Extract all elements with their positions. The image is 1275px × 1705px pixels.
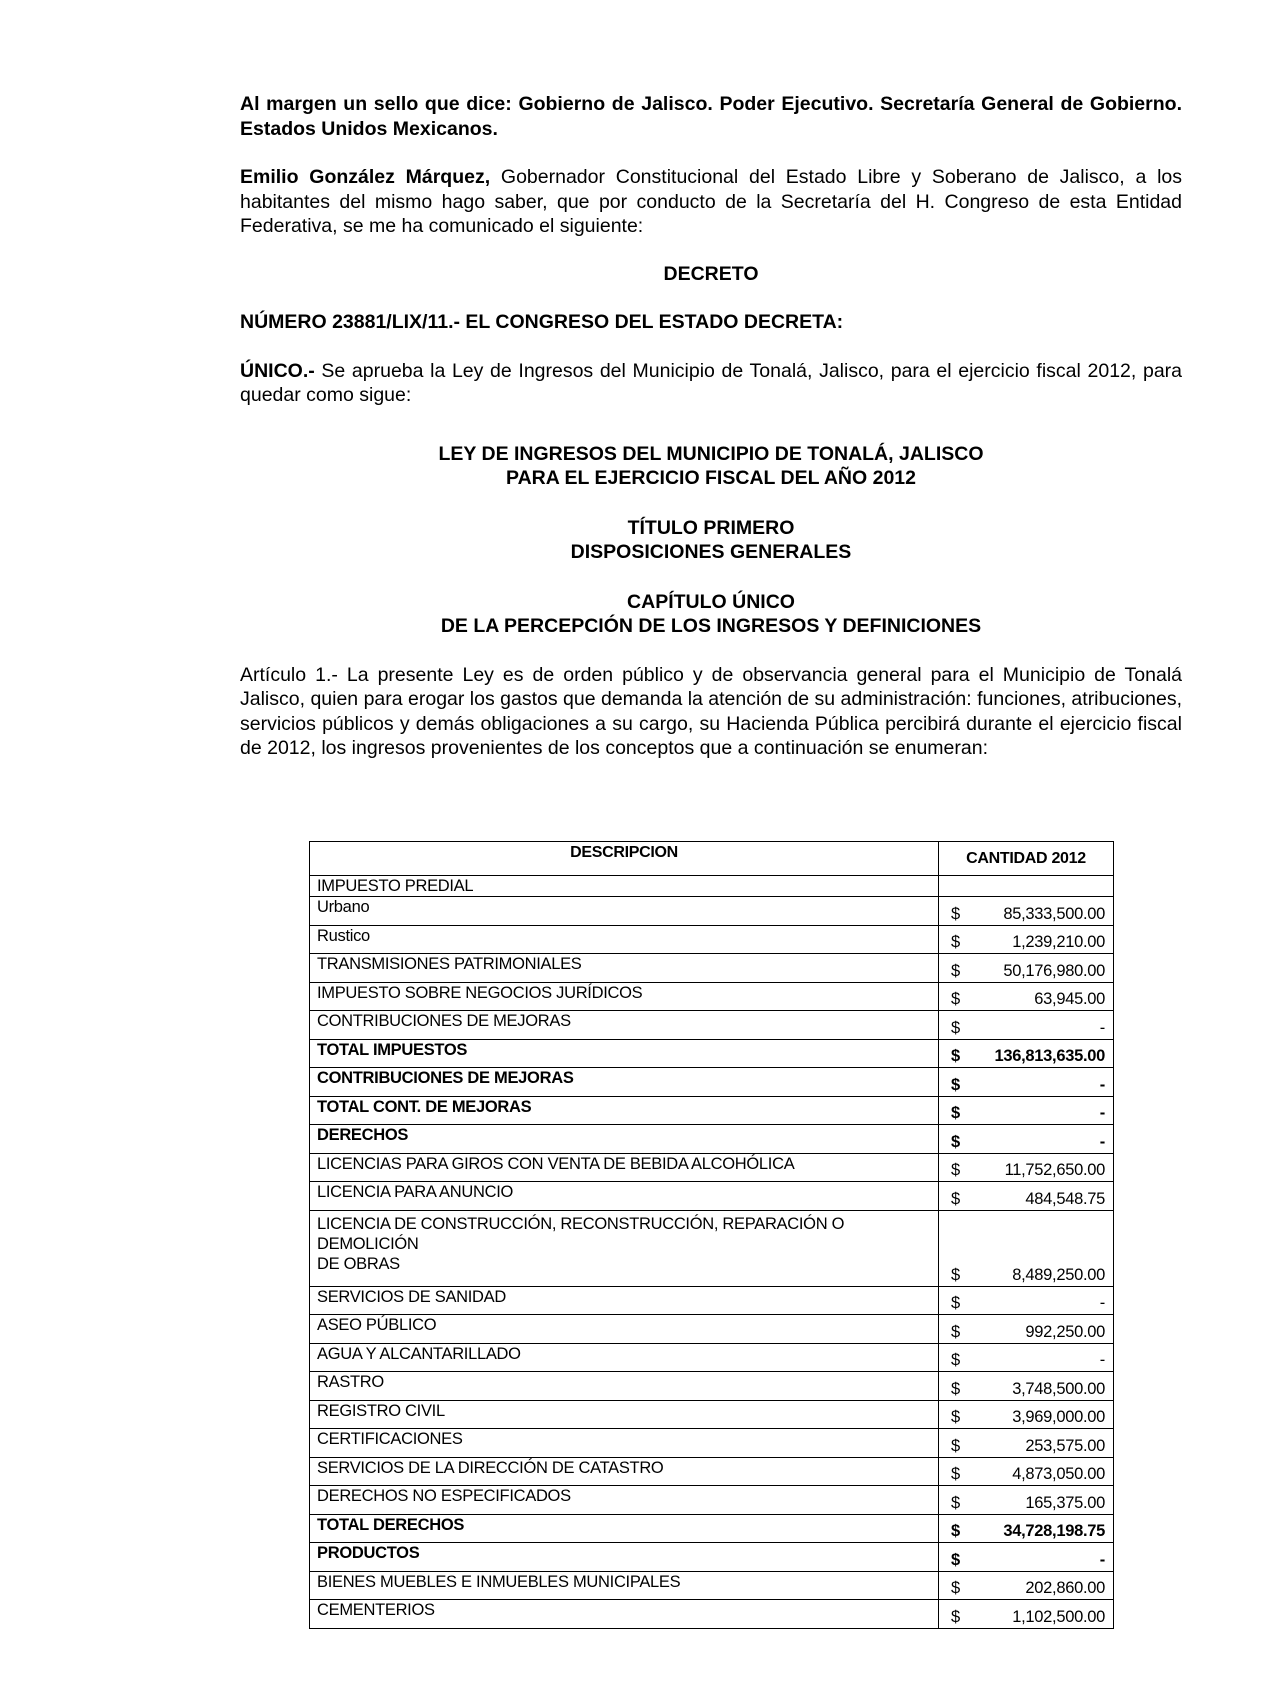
- row-amount: [939, 1315, 1114, 1344]
- row-amount: [939, 1182, 1114, 1211]
- currency-symbol: $: [951, 1408, 960, 1426]
- document-page: [240, 92, 1182, 761]
- row-description: AGUA Y ALCANTARILLADO: [310, 1343, 939, 1372]
- row-description: CERTIFICACIONES: [310, 1429, 939, 1458]
- amount-value: 4,873,050.00: [1012, 1465, 1105, 1483]
- row-description: [310, 1210, 939, 1286]
- row-description: CEMENTERIOS: [310, 1600, 939, 1629]
- currency-symbol: $: [951, 1322, 960, 1341]
- currency-symbol: $: [951, 990, 960, 1008]
- table-row: [310, 1457, 1114, 1486]
- decree-number: NÚMERO 23881/LIX/11.- EL CONGRESO DEL ESTADO DECRETA:: [240, 311, 844, 333]
- amount-value: -: [1099, 1550, 1105, 1569]
- chapter-line-2: DE LA PERCEPCIÓN DE LOS INGRESOS Y DEFINICIONES: [440, 615, 982, 637]
- currency-symbol: $: [951, 1075, 960, 1094]
- currency-symbol: $: [951, 1294, 960, 1312]
- row-description: LICENCIA PARA ANUNCIO: [310, 1182, 939, 1211]
- currency-symbol: $: [951, 933, 960, 951]
- table-row: [310, 1315, 1114, 1344]
- row-description: Urbano: [310, 897, 939, 926]
- row-description: CONTRIBUCIONES DE MEJORAS: [310, 1011, 939, 1040]
- row-description: Rustico: [310, 925, 939, 954]
- table-row: [310, 1486, 1114, 1515]
- row-amount: [939, 1125, 1114, 1154]
- row-description: SERVICIOS DE LA DIRECCIÓN DE CATASTRO: [310, 1457, 939, 1486]
- chapter-heading: [240, 590, 1182, 639]
- amount-value: 34,728,198.75: [1003, 1522, 1105, 1540]
- table-header-row: [310, 842, 1114, 876]
- row-amount: [939, 1011, 1114, 1040]
- row-amount: [939, 897, 1114, 926]
- law-title-line-2: PARA EL EJERCICIO FISCAL DEL AÑO 2012: [506, 467, 916, 489]
- currency-symbol: $: [951, 1047, 960, 1065]
- table-row: [310, 1514, 1114, 1543]
- table-row: [310, 1039, 1114, 1068]
- amount-value: 1,239,210.00: [1012, 933, 1105, 951]
- governor-paragraph: [240, 165, 1182, 239]
- row-description: BIENES MUEBLES E INMUEBLES MUNICIPALES: [310, 1571, 939, 1600]
- row-amount: [939, 954, 1114, 983]
- row-description-line: DEMOLICIÓN: [317, 1234, 419, 1253]
- row-amount: [939, 1571, 1114, 1600]
- currency-symbol: $: [951, 1161, 960, 1179]
- amount-value: -: [1099, 1018, 1105, 1037]
- currency-symbol: $: [951, 961, 960, 980]
- row-amount: [939, 1457, 1114, 1486]
- row-description: CONTRIBUCIONES DE MEJORAS: [310, 1068, 939, 1097]
- amount-value: 253,575.00: [1025, 1436, 1105, 1455]
- governor-text: Gobernador Constitucional del Estado Libre y Soberano de Jalisco, a los habitantes del mismo hago saber, que por conducto de la Secretaría del H. Congreso de esta Entidad Federativa, se me ha comunicado el siguiente:: [240, 166, 1182, 237]
- table-row: [310, 1343, 1114, 1372]
- income-table-wrap: [309, 841, 1114, 1629]
- currency-symbol: $: [951, 1465, 960, 1483]
- table-row: [310, 1429, 1114, 1458]
- title-line-2: DISPOSICIONES GENERALES: [570, 541, 852, 563]
- amount-value: 8,489,250.00: [1012, 1265, 1105, 1284]
- currency-symbol: $: [951, 1265, 960, 1284]
- amount-value: 1,102,500.00: [1012, 1607, 1105, 1626]
- row-description: REGISTRO CIVIL: [310, 1400, 939, 1429]
- currency-symbol: $: [951, 1379, 960, 1398]
- amount-value: -: [1099, 1075, 1105, 1094]
- table-row: [310, 1153, 1114, 1182]
- row-description: IMPUESTO PREDIAL: [310, 876, 939, 897]
- row-description: LICENCIAS PARA GIROS CON VENTA DE BEBIDA ALCOHÓLICA: [310, 1153, 939, 1182]
- table-row: [310, 1372, 1114, 1401]
- table-row: [310, 1125, 1114, 1154]
- row-amount: [939, 1486, 1114, 1515]
- row-amount: [939, 925, 1114, 954]
- currency-symbol: $: [951, 1579, 960, 1597]
- row-amount: [939, 1068, 1114, 1097]
- row-amount: [939, 1210, 1114, 1286]
- row-amount: [939, 1543, 1114, 1572]
- amount-value: 3,748,500.00: [1012, 1379, 1105, 1398]
- amount-value: 63,945.00: [1034, 990, 1105, 1008]
- table-row: [310, 1210, 1114, 1286]
- table-row: [310, 982, 1114, 1011]
- amount-value: -: [1099, 1104, 1105, 1122]
- title-line-1: TÍTULO PRIMERO: [627, 516, 795, 539]
- currency-symbol: $: [951, 1018, 960, 1037]
- chapter-line-1: CAPÍTULO ÚNICO: [627, 590, 795, 613]
- row-description-line: LICENCIA DE CONSTRUCCIÓN, RECONSTRUCCIÓN, REPARACIÓN O: [317, 1214, 845, 1233]
- row-amount: [939, 1429, 1114, 1458]
- row-amount: [939, 876, 1114, 897]
- row-description: TOTAL CONT. DE MEJORAS: [310, 1096, 939, 1125]
- table-row: [310, 1096, 1114, 1125]
- row-description: DERECHOS NO ESPECIFICADOS: [310, 1486, 939, 1515]
- currency-symbol: $: [951, 1104, 960, 1122]
- row-amount: [939, 1153, 1114, 1182]
- row-description: IMPUESTO SOBRE NEGOCIOS JURÍDICOS: [310, 982, 939, 1011]
- currency-symbol: $: [951, 1493, 960, 1512]
- table-row: [310, 876, 1114, 897]
- table-row: [310, 925, 1114, 954]
- table-row: [310, 897, 1114, 926]
- table-row: [310, 1600, 1114, 1629]
- row-amount: [939, 1286, 1114, 1315]
- income-table: [309, 841, 1114, 1629]
- table-body: [310, 876, 1114, 1629]
- amount-value: 50,176,980.00: [1003, 961, 1105, 980]
- currency-symbol: $: [951, 1522, 960, 1540]
- currency-symbol: $: [951, 1550, 960, 1569]
- currency-symbol: $: [951, 1607, 960, 1626]
- row-amount: [939, 1400, 1114, 1429]
- amount-value: -: [1099, 1294, 1105, 1312]
- decreto-heading: DECRETO: [663, 262, 759, 285]
- unico-paragraph: [240, 359, 1182, 408]
- row-amount: [939, 982, 1114, 1011]
- currency-symbol: $: [951, 1132, 960, 1151]
- row-amount: [939, 1600, 1114, 1629]
- unico-label: ÚNICO.-: [240, 359, 315, 382]
- table-row: [310, 1571, 1114, 1600]
- table-row: [310, 1011, 1114, 1040]
- row-description: TOTAL DERECHOS: [310, 1514, 939, 1543]
- table-row: [310, 1068, 1114, 1097]
- amount-value: 484,548.75: [1025, 1189, 1105, 1208]
- table-row: [310, 1182, 1114, 1211]
- row-description: TRANSMISIONES PATRIMONIALES: [310, 954, 939, 983]
- amount-value: -: [1099, 1132, 1105, 1151]
- currency-symbol: $: [951, 1189, 960, 1208]
- title-heading: [240, 516, 1182, 565]
- unico-text: Se aprueba la Ley de Ingresos del Municipio de Tonalá, Jalisco, para el ejercicio fiscal 2012, para quedar como sigue:: [240, 359, 1182, 406]
- table-row: [310, 954, 1114, 983]
- header-amount: CANTIDAD 2012: [939, 842, 1114, 876]
- row-amount: [939, 1372, 1114, 1401]
- table-row: [310, 1286, 1114, 1315]
- amount-value: 992,250.00: [1025, 1322, 1105, 1341]
- row-description: PRODUCTOS: [310, 1543, 939, 1572]
- row-amount: [939, 1039, 1114, 1068]
- currency-symbol: $: [951, 904, 960, 923]
- stamp-note: Al margen un sello que dice: Gobierno de Jalisco. Poder Ejecutivo. Secretaría General de Gobierno. Estados Unidos Mexicanos.: [240, 93, 1182, 140]
- table-row: [310, 1543, 1114, 1572]
- governor-name: Emilio González Márquez,: [240, 166, 491, 188]
- row-description: ASEO PÚBLICO: [310, 1315, 939, 1344]
- row-description-line: DE OBRAS: [317, 1254, 400, 1273]
- amount-value: 85,333,500.00: [1003, 904, 1105, 923]
- row-amount: [939, 1514, 1114, 1543]
- row-description: DERECHOS: [310, 1125, 939, 1154]
- row-description: RASTRO: [310, 1372, 939, 1401]
- amount-value: 11,752,650.00: [1004, 1161, 1105, 1179]
- amount-value: 136,813,635.00: [994, 1047, 1105, 1065]
- table-row: [310, 1400, 1114, 1429]
- law-title-line-1: LEY DE INGRESOS DEL MUNICIPIO DE TONALÁ, JALISCO: [438, 442, 984, 465]
- row-description: SERVICIOS DE SANIDAD: [310, 1286, 939, 1315]
- row-description: TOTAL IMPUESTOS: [310, 1039, 939, 1068]
- amount-value: 202,860.00: [1025, 1579, 1105, 1597]
- law-title: [240, 442, 1182, 491]
- amount-value: 165,375.00: [1025, 1493, 1105, 1512]
- header-description: DESCRIPCION: [310, 842, 939, 876]
- currency-symbol: $: [951, 1351, 960, 1369]
- row-amount: [939, 1096, 1114, 1125]
- amount-value: -: [1099, 1351, 1105, 1369]
- currency-symbol: $: [951, 1436, 960, 1455]
- amount-value: 3,969,000.00: [1012, 1408, 1105, 1426]
- row-amount: [939, 1343, 1114, 1372]
- article-1: Artículo 1.- La presente Ley es de orden público y de observancia general para el Municipio de Tonalá Jalisco, quien para erogar los gastos que demanda la atención de su administración: funciones, atribuciones, servicios públicos y demás obligaciones a su cargo, su Hacienda Pública percibirá durante el ejercicio fiscal de 2012, los ingresos provenientes de los conceptos que a continuación se enumeran:: [240, 663, 1182, 759]
